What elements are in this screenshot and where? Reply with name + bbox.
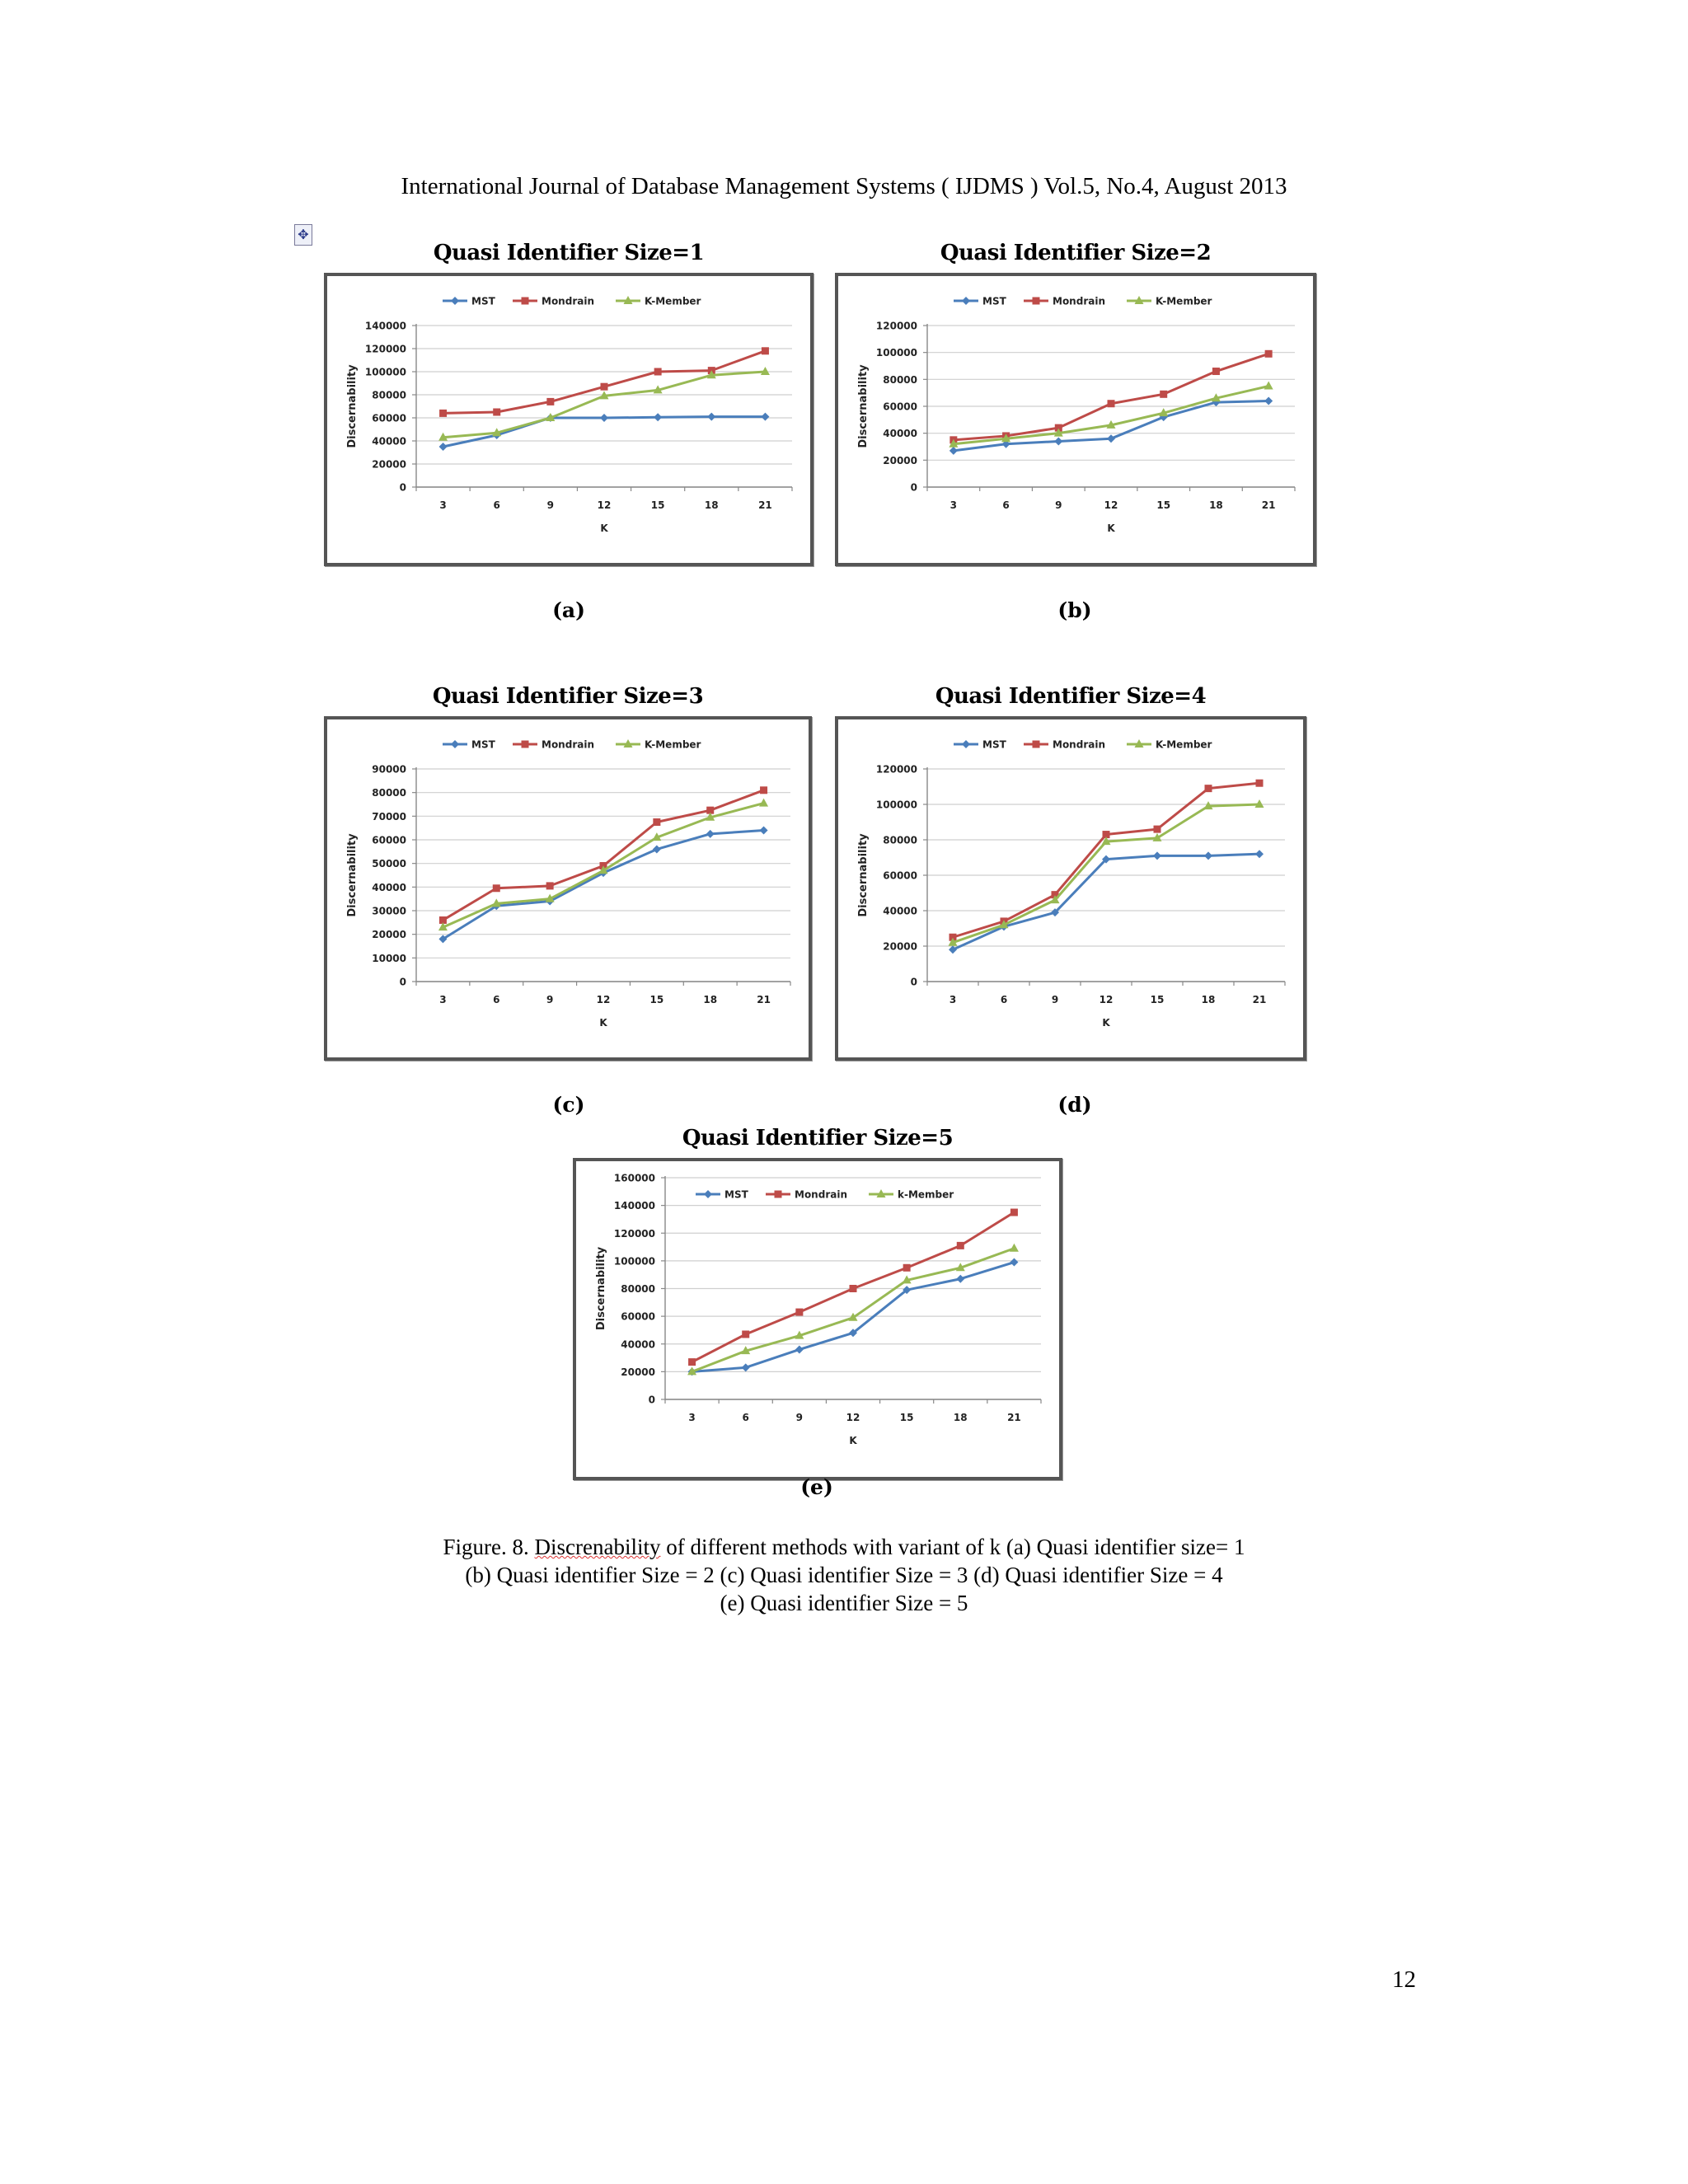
series-k-member [438,367,770,441]
y-tick-label: 0 [648,1394,655,1406]
data-point [688,1358,696,1366]
data-point [1256,780,1264,787]
x-tick-label: 9 [1055,499,1062,511]
data-point [795,1309,803,1316]
x-tick-label: 6 [493,994,500,1005]
x-tick-label: 15 [649,994,664,1005]
data-point [949,945,957,954]
data-point [1204,851,1212,860]
y-tick-label: 40000 [621,1338,655,1351]
x-axis-title: K [849,1435,857,1446]
series-line [443,831,763,940]
data-point [957,1242,964,1249]
y-tick-label: 20000 [883,454,917,466]
sublabel-e: (e) [800,1475,833,1499]
y-tick-label: 80000 [372,389,406,401]
y-tick-label: 0 [910,481,917,494]
chart-title-c: Quasi Identifier Size=3 [432,684,704,709]
data-point [654,368,662,376]
x-axis-title: K [599,1017,607,1029]
y-axis-title: Discernability [857,364,870,448]
chart-svg-b [838,276,1313,563]
caption-line-1-suffix: of different methods with variant of k (a) Quasi identifier size= 1 [660,1535,1245,1559]
legend-label: MST [982,738,1006,751]
x-tick-label: 12 [596,994,611,1005]
chart-d [835,716,1306,1061]
caption-line-1-prefix: Figure. 8. [443,1535,535,1559]
data-point [1205,785,1212,792]
chart-a [324,273,814,566]
x-tick-label: 9 [795,1412,804,1423]
legend-label: K-Member [645,738,701,751]
legend-label: K-Member [1156,295,1212,307]
series-mondrain [688,1209,1018,1366]
x-tick-label: 12 [1104,499,1118,511]
data-point [761,413,769,421]
y-tick-label: 140000 [364,320,406,332]
chart-title-a: Quasi Identifier Size=1 [433,241,705,265]
chart-title-d: Quasi Identifier Size=4 [935,684,1207,709]
data-point [706,830,715,838]
series-mst [949,850,1264,954]
legend-marker [451,297,459,305]
sublabel-c: (c) [552,1093,585,1117]
data-point [601,383,608,391]
legend-label: MST [471,738,495,751]
x-axis-title: K [1102,1017,1110,1029]
y-tick-label: 40000 [372,881,406,893]
data-point [1265,350,1273,358]
x-tick-label: 6 [493,499,500,511]
y-tick-label: 0 [399,481,406,494]
data-point [1010,1244,1019,1252]
data-point [1054,437,1062,445]
series-k-member [687,1244,1019,1376]
legend-label: K-Member [645,295,701,307]
caption-line-3: (e) Quasi identifier Size = 5 [720,1591,968,1615]
y-tick-label: 120000 [364,343,406,355]
data-point [1212,368,1220,375]
y-tick-label: 120000 [875,763,917,776]
legend [954,739,1212,751]
y-tick-label: 40000 [883,905,917,917]
x-tick-label: 18 [704,499,719,511]
legend-marker [962,740,970,748]
y-tick-label: 60000 [621,1310,655,1323]
legend-label: MST [471,295,495,307]
caption-line-2: (b) Quasi identifier Size = 2 (c) Quasi identifier Size = 3 (d) Quasi identifier Size = 4 [465,1563,1223,1587]
y-tick-label: 40000 [372,435,406,448]
data-point [654,413,662,421]
series-mondrain [439,786,767,924]
y-tick-label: 40000 [883,428,917,440]
data-point [759,799,768,807]
y-tick-label: 100000 [875,347,917,359]
legend-label: Mondrain [542,738,594,751]
data-point [1255,850,1264,858]
data-point [760,827,768,835]
x-tick-label: 21 [1007,1412,1021,1423]
y-tick-label: 80000 [621,1283,655,1295]
x-tick-label: 3 [439,994,447,1005]
chart-svg-e [576,1161,1059,1477]
data-point [1264,396,1273,405]
x-axis-title: K [600,523,608,534]
y-tick-label: 20000 [621,1366,655,1378]
data-point [950,447,958,455]
y-tick-label: 50000 [372,858,406,870]
y-tick-label: 100000 [613,1255,655,1268]
x-tick-label: 15 [650,499,665,511]
legend-label: Mondrain [542,295,594,307]
x-tick-label: 9 [546,499,555,511]
legend-marker [775,1191,782,1198]
data-point [956,1275,964,1283]
y-axis-title: Discernability [346,833,359,917]
legend-marker [1033,298,1040,305]
data-point [653,818,660,826]
data-point [600,414,608,422]
data-point [707,413,715,421]
y-tick-label: 140000 [613,1200,655,1212]
sublabel-d: (d) [1057,1093,1092,1117]
data-point [903,1264,911,1272]
data-point [795,1345,804,1353]
x-tick-label: 15 [1150,994,1165,1005]
legend [443,739,701,751]
data-point [1010,1258,1018,1267]
legend-label: k-Member [898,1188,954,1201]
chart-c [324,716,812,1061]
x-tick-label: 6 [1000,994,1008,1005]
y-tick-label: 60000 [372,834,406,846]
legend-marker [962,297,970,305]
y-tick-label: 0 [399,976,406,988]
y-axis-title: Discernability [595,1246,607,1331]
x-tick-label: 3 [950,499,958,511]
data-point [546,398,554,405]
x-tick-label: 12 [1099,994,1114,1005]
y-tick-label: 30000 [372,905,406,917]
y-tick-label: 70000 [372,810,406,823]
y-tick-label: 100000 [364,366,406,378]
data-point [850,1285,857,1292]
x-tick-label: 12 [846,1412,860,1423]
sublabel-b: (b) [1057,598,1092,622]
y-tick-label: 120000 [875,320,917,332]
y-tick-label: 20000 [372,929,406,941]
y-tick-label: 60000 [372,412,406,424]
data-point [742,1330,749,1338]
y-tick-label: 60000 [883,869,917,882]
x-tick-label: 18 [703,994,718,1005]
data-point [546,882,554,889]
data-point [653,845,661,853]
sublabel-a: (a) [552,598,585,622]
y-tick-label: 80000 [372,787,406,799]
legend [443,296,701,307]
y-tick-label: 100000 [875,799,917,811]
y-tick-label: 120000 [613,1227,655,1240]
chart-title-e: Quasi Identifier Size=5 [682,1126,954,1151]
x-tick-label: 21 [1252,994,1267,1005]
x-tick-label: 12 [597,499,612,511]
x-tick-label: 15 [1156,499,1171,511]
series-line [443,351,766,414]
data-point [493,409,500,416]
legend-marker [522,298,529,305]
x-axis-title: K [1107,523,1115,534]
legend [696,1189,954,1201]
legend-label: Mondrain [795,1188,847,1201]
y-axis-title: Discernability [857,833,870,917]
chart-e [573,1158,1062,1480]
legend-marker [451,740,459,748]
y-tick-label: 60000 [883,401,917,413]
x-tick-label: 9 [546,994,554,1005]
data-point [1153,851,1161,860]
legend-marker [1033,741,1040,748]
x-tick-label: 3 [949,994,957,1005]
y-tick-label: 10000 [372,952,406,964]
y-tick-label: 160000 [613,1172,655,1184]
figure-caption [0,1533,1688,1617]
series-line [443,372,766,438]
y-tick-label: 0 [910,976,917,988]
series-line [692,1249,1015,1372]
chart-b [835,273,1316,566]
caption-misspelled-word: Discrenability [534,1535,661,1559]
chart-title-b: Quasi Identifier Size=2 [940,241,1212,265]
data-point [760,786,767,794]
x-tick-label: 3 [688,1412,696,1423]
data-point [1154,826,1161,833]
legend-label: Mondrain [1053,295,1105,307]
y-axis-title: Discernability [346,364,359,448]
move-anchor-icon[interactable]: ✥ [294,224,312,246]
x-tick-label: 6 [1002,499,1010,511]
data-point [1108,400,1115,407]
y-tick-label: 20000 [372,458,406,471]
x-tick-label: 9 [1051,994,1059,1005]
series-line [953,854,1259,949]
legend-label: MST [982,295,1006,307]
running-header: International Journal of Database Management Systems ( IJDMS ) Vol.5, No.4, August 2013 [401,173,1287,199]
x-tick-label: 15 [899,1412,914,1423]
legend-marker [522,741,529,748]
series-line [443,790,763,921]
series-mst [438,827,767,944]
page-number: 12 [1392,1966,1416,1993]
x-tick-label: 3 [439,499,447,511]
chart-svg-d [838,719,1303,1057]
x-tick-label: 21 [758,499,772,511]
legend-marker [704,1190,712,1198]
data-point [439,443,448,451]
caption-line-1 [0,1533,1688,1561]
data-point [762,347,769,354]
legend-label: Mondrain [1053,738,1105,751]
x-tick-label: 18 [1209,499,1223,511]
legend-label: K-Member [1156,738,1212,751]
x-tick-label: 18 [1201,994,1216,1005]
y-tick-label: 80000 [883,373,917,386]
legend [954,296,1212,307]
data-point [1010,1209,1018,1216]
y-tick-label: 80000 [883,834,917,846]
chart-svg-a [327,276,810,563]
x-tick-label: 18 [953,1412,968,1423]
legend-label: MST [724,1188,748,1201]
x-tick-label: 6 [742,1412,749,1423]
x-tick-label: 21 [757,994,771,1005]
data-point [1264,382,1273,390]
chart-svg-c [327,719,809,1057]
data-point [439,410,447,417]
data-point [1107,434,1115,443]
data-point [1160,391,1167,398]
y-tick-label: 90000 [372,763,406,776]
y-tick-label: 20000 [883,940,917,953]
x-tick-label: 21 [1261,499,1276,511]
data-point [742,1363,750,1371]
data-point [493,884,500,892]
series-mondrain [439,347,769,417]
